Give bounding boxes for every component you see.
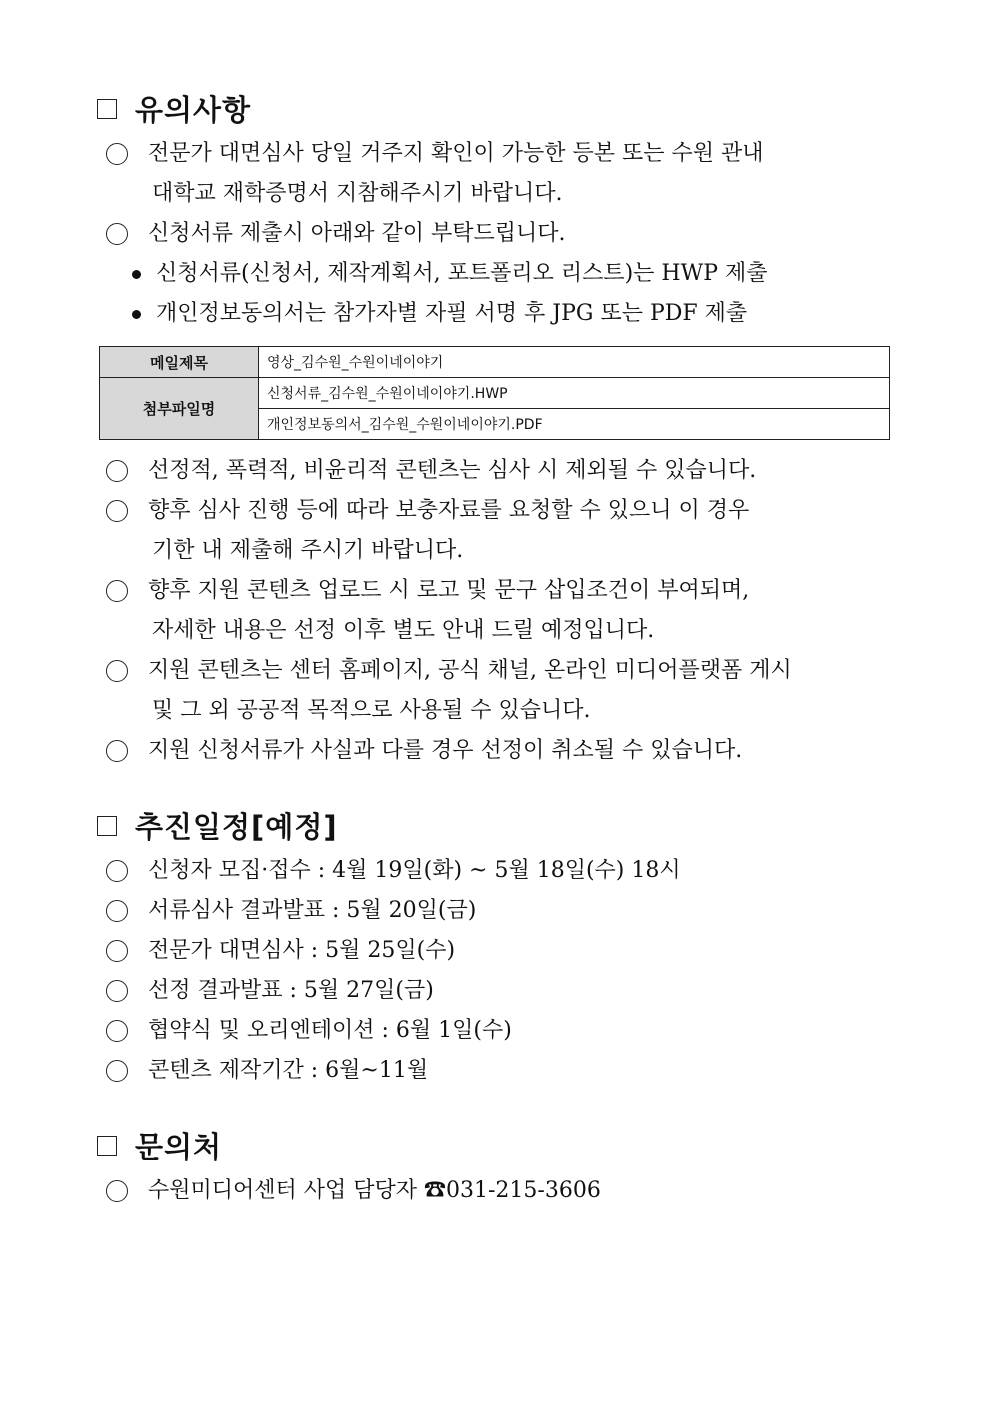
notice-item [106,571,906,651]
circle-bullet-icon [106,223,128,245]
item-text-cont: 기한 내 제출해 주시기 바랍니다. [152,538,464,563]
circle-bullet-icon [106,940,128,962]
sub-bullet [132,294,747,334]
circle-bullet-icon [106,1180,128,1202]
dot-bullet-icon [132,270,141,279]
notice-item [106,214,906,254]
subject-value: 영상_김수원_수원이네이야기 [259,347,890,378]
checkbox-square-icon [97,816,117,836]
notice-item [106,491,906,571]
schedule-item [106,891,906,931]
section-title: 추진일정[예정] [135,810,338,844]
contact-text: 수원미디어센터 사업 담당자 ☎031-215-3606 [148,1178,601,1203]
schedule-item [106,971,906,1011]
attach-label: 첨부파일명 [100,378,259,440]
section-heading-notice [97,88,251,129]
table-row [100,378,890,409]
circle-bullet-icon [106,740,128,762]
checkbox-square-icon [97,1136,117,1156]
checkbox-square-icon [97,99,117,119]
notice-item [106,731,906,771]
notice-item [106,651,906,731]
bullet-text: 개인정보동의서는 참가자별 자필 서명 후 JPG 또는 PDF 제출 [156,301,748,326]
attach-value: 개인정보동의서_김수원_수원이네이야기.PDF [259,409,890,440]
contact-item [106,1171,906,1211]
circle-bullet-icon [106,580,128,602]
circle-bullet-icon [106,460,128,482]
mail-format-table [99,346,890,440]
item-text: 전문가 대면심사 당일 거주지 확인이 가능한 등본 또는 수원 관내 [148,141,764,166]
dot-bullet-icon [132,310,141,319]
schedule-item [106,931,906,971]
item-text: 신청자 모집·접수 : 4월 19일(화) ~ 5월 18일(수) 18시 [148,858,681,883]
table-row [100,347,890,378]
circle-bullet-icon [106,980,128,1002]
bullet-text: 신청서류(신청서, 제작계획서, 포트폴리오 리스트)는 HWP 제출 [156,261,768,286]
item-text: 서류심사 결과발표 : 5월 20일(금) [148,898,477,923]
section-heading-schedule [97,805,338,846]
circle-bullet-icon [106,1020,128,1042]
sub-bullet [132,254,768,294]
circle-bullet-icon [106,500,128,522]
subject-label: 메일제목 [100,347,259,378]
item-text: 지원 신청서류가 사실과 다를 경우 선정이 취소될 수 있습니다. [148,738,743,763]
item-text-cont: 및 그 외 공공적 목적으로 사용될 수 있습니다. [152,698,591,723]
attach-value: 신청서류_김수원_수원이네이야기.HWP [259,378,890,409]
item-text: 선정 결과발표 : 5월 27일(금) [148,978,434,1003]
item-text: 콘텐츠 제작기간 : 6월~11월 [148,1058,429,1083]
circle-bullet-icon [106,900,128,922]
circle-bullet-icon [106,143,128,165]
schedule-item [106,1011,906,1051]
section-heading-contact [97,1125,222,1166]
notice-item [106,134,906,214]
item-text-cont: 대학교 재학증명서 지참해주시기 바랍니다. [152,181,563,206]
schedule-item [106,1051,906,1091]
item-text: 향후 지원 콘텐츠 업로드 시 로고 및 문구 삽입조건이 부여되며, [148,578,750,603]
item-text: 지원 콘텐츠는 센터 홈페이지, 공식 채널, 온라인 미디어플랫폼 게시 [148,658,792,683]
item-text-cont: 자세한 내용은 선정 이후 별도 안내 드릴 예정입니다. [152,618,655,643]
item-text: 전문가 대면심사 : 5월 25일(수) [148,938,456,963]
item-text: 향후 심사 진행 등에 따라 보충자료를 요청할 수 있으니 이 경우 [148,498,750,523]
circle-bullet-icon [106,660,128,682]
schedule-item [106,851,906,891]
section-title: 유의사항 [135,93,252,127]
section-title: 문의처 [135,1130,223,1164]
item-text: 협약식 및 오리엔테이션 : 6월 1일(수) [148,1018,512,1043]
item-text: 선정적, 폭력적, 비윤리적 콘텐츠는 심사 시 제외될 수 있습니다. [148,458,757,483]
item-text: 신청서류 제출시 아래와 같이 부탁드립니다. [148,221,566,246]
circle-bullet-icon [106,1060,128,1082]
circle-bullet-icon [106,860,128,882]
notice-item [106,451,906,491]
